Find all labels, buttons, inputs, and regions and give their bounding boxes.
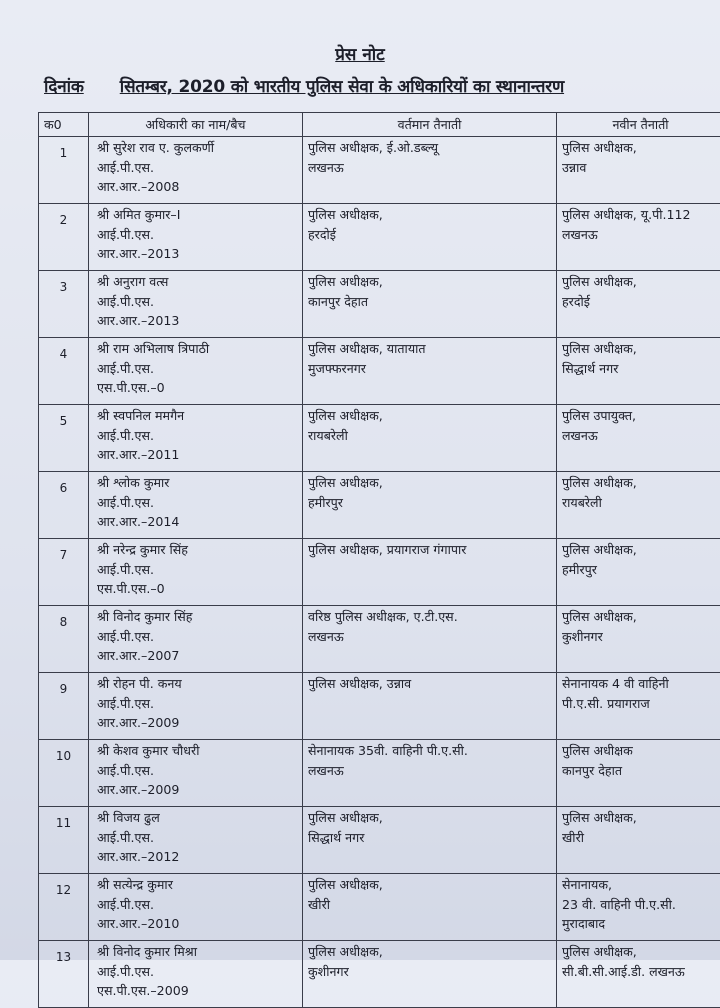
table-row	[39, 271, 720, 338]
officer-line: श्री अमित कुमार–I	[97, 205, 297, 225]
officer-line: श्री नरेन्द्र कुमार सिंह	[97, 540, 297, 560]
new-posting-line: लखनऊ	[562, 426, 719, 446]
officer-line: एस.पी.एस.–2009	[97, 981, 297, 1001]
new-posting-line: सेनानायक,	[562, 875, 719, 895]
new-posting-line: पुलिस अधीक्षक,	[562, 272, 719, 292]
new-posting-cell	[557, 137, 720, 204]
officer-line: आई.पी.एस.	[97, 828, 297, 848]
new-posting-cell	[557, 539, 720, 606]
new-posting-cell	[557, 472, 720, 539]
current-posting-line	[308, 694, 551, 714]
current-posting-line: पुलिस अधीक्षक,	[308, 808, 551, 828]
serial-number: 8	[39, 606, 89, 673]
new-posting-line: रायबरेली	[562, 493, 719, 513]
new-posting-cell	[557, 606, 720, 673]
officer-line: श्री अनुराग वत्स	[97, 272, 297, 292]
current-posting-cell	[303, 338, 557, 405]
new-posting-line: पुलिस उपायुक्त,	[562, 406, 719, 426]
new-posting-line: सी.बी.सी.आई.डी. लखनऊ	[562, 962, 719, 982]
officer-line: आर.आर.–2013	[97, 311, 297, 331]
new-posting-line: सेनानायक 4 वी वाहिनी	[562, 674, 719, 694]
new-posting-line: पुलिस अधीक्षक,	[562, 942, 719, 962]
current-posting-cell	[303, 740, 557, 807]
officer-line: आई.पी.एस.	[97, 359, 297, 379]
table-row	[39, 405, 720, 472]
officer-line: एस.पी.एस.–0	[97, 378, 297, 398]
current-posting-line: पुलिस अधीक्षक,	[308, 406, 551, 426]
current-posting-line: लखनऊ	[308, 627, 551, 647]
officer-line: आई.पी.एस.	[97, 225, 297, 245]
column-header-officer: अधिकारी का नाम/बैच	[89, 113, 303, 137]
officer-line: श्री केशव कुमार चौधरी	[97, 741, 297, 761]
officer-cell	[89, 807, 303, 874]
table-row	[39, 807, 720, 874]
officer-line: श्री विनोद कुमार सिंह	[97, 607, 297, 627]
current-posting-line: पुलिस अधीक्षक,	[308, 473, 551, 493]
current-posting-line: कुशीनगर	[308, 962, 551, 982]
officer-line: श्री स्वपनिल ममगैन	[97, 406, 297, 426]
officer-line: श्री सुरेश राव ए. कुलकर्णी	[97, 138, 297, 158]
new-posting-line: पुलिस अधीक्षक,	[562, 540, 719, 560]
officer-line: आर.आर.–2012	[97, 847, 297, 867]
officer-cell	[89, 606, 303, 673]
table-header-row	[39, 113, 720, 137]
current-posting-cell	[303, 606, 557, 673]
serial-number: 12	[39, 874, 89, 941]
new-posting-line: 23 वी. वाहिनी पी.ए.सी.	[562, 895, 719, 915]
new-posting-line: हरदोई	[562, 292, 719, 312]
serial-number: 10	[39, 740, 89, 807]
table-row	[39, 740, 720, 807]
serial-number: 3	[39, 271, 89, 338]
new-posting-line: पुलिस अधीक्षक, यू.पी.112	[562, 205, 719, 225]
column-header-serial: क0	[39, 113, 89, 137]
current-posting-line: पुलिस अधीक्षक, उन्नाव	[308, 674, 551, 694]
officer-line: आर.आर.–2009	[97, 780, 297, 800]
officer-line: आई.पी.एस.	[97, 895, 297, 915]
officer-line: आई.पी.एस.	[97, 158, 297, 178]
current-posting-line: खीरी	[308, 895, 551, 915]
officer-cell	[89, 204, 303, 271]
new-posting-cell	[557, 941, 720, 1008]
transfer-table	[38, 112, 720, 1008]
current-posting-cell	[303, 405, 557, 472]
officer-cell	[89, 405, 303, 472]
current-posting-line: पुलिस अधीक्षक, यातायात	[308, 339, 551, 359]
new-posting-line: कानपुर देहात	[562, 761, 719, 781]
officer-line: आई.पी.एस.	[97, 627, 297, 647]
new-posting-line: पुलिस अधीक्षक,	[562, 808, 719, 828]
table-row	[39, 338, 720, 405]
serial-number: 6	[39, 472, 89, 539]
new-posting-line: कुशीनगर	[562, 627, 719, 647]
current-posting-cell	[303, 137, 557, 204]
new-posting-line: पुलिस अधीक्षक,	[562, 607, 719, 627]
officer-line: श्री श्लोक कुमार	[97, 473, 297, 493]
officer-line: आई.पी.एस.	[97, 962, 297, 982]
table-row	[39, 941, 720, 1008]
new-posting-line: पुलिस अधीक्षक	[562, 741, 719, 761]
officer-cell	[89, 271, 303, 338]
date-label: दिनांक	[44, 77, 84, 97]
current-posting-cell	[303, 204, 557, 271]
new-posting-cell	[557, 807, 720, 874]
current-posting-cell	[303, 271, 557, 338]
officer-line: आर.आर.–2010	[97, 914, 297, 934]
serial-number: 13	[39, 941, 89, 1008]
new-posting-cell	[557, 740, 720, 807]
current-posting-cell	[303, 874, 557, 941]
current-posting-cell	[303, 941, 557, 1008]
officer-line: आर.आर.–2008	[97, 177, 297, 197]
officer-line: आर.आर.–2013	[97, 244, 297, 264]
current-posting-line: लखनऊ	[308, 158, 551, 178]
officer-line: आर.आर.–2007	[97, 646, 297, 666]
table-row	[39, 539, 720, 606]
current-posting-line: पुलिस अधीक्षक,	[308, 272, 551, 292]
serial-number: 5	[39, 405, 89, 472]
current-posting-line: सिद्धार्थ नगर	[308, 828, 551, 848]
new-posting-cell	[557, 271, 720, 338]
officer-line: आर.आर.–2014	[97, 512, 297, 532]
current-posting-line: हमीरपुर	[308, 493, 551, 513]
new-posting-line: सिद्धार्थ नगर	[562, 359, 719, 379]
table-row	[39, 874, 720, 941]
current-posting-cell	[303, 673, 557, 740]
current-posting-line: मुजफ्फरनगर	[308, 359, 551, 379]
officer-line: आई.पी.एस.	[97, 292, 297, 312]
officer-line: एस.पी.एस.–0	[97, 579, 297, 599]
serial-number: 7	[39, 539, 89, 606]
officer-cell	[89, 137, 303, 204]
current-posting-line: पुलिस अधीक्षक,	[308, 205, 551, 225]
current-posting-line: पुलिस अधीक्षक, ई.ओ.डब्ल्यू	[308, 138, 551, 158]
new-posting-line: पुलिस अधीक्षक,	[562, 473, 719, 493]
column-header-current-posting: वर्तमान तैनाती	[303, 113, 557, 137]
new-posting-cell	[557, 673, 720, 740]
current-posting-line: पुलिस अधीक्षक,	[308, 942, 551, 962]
officer-line: श्री विजय ढुल	[97, 808, 297, 828]
current-posting-cell	[303, 539, 557, 606]
current-posting-line: हरदोई	[308, 225, 551, 245]
new-posting-line: मुरादाबाद	[562, 914, 719, 934]
officer-line: श्री राम अभिलाष त्रिपाठी	[97, 339, 297, 359]
new-posting-line: पुलिस अधीक्षक,	[562, 138, 719, 158]
officer-cell	[89, 740, 303, 807]
officer-line: श्री विनोद कुमार मिश्रा	[97, 942, 297, 962]
column-header-new-posting: नवीन तैनाती	[557, 113, 720, 137]
current-posting-line: पुलिस अधीक्षक,	[308, 875, 551, 895]
officer-line: श्री रोहन पी. कनय	[97, 674, 297, 694]
serial-number: 11	[39, 807, 89, 874]
current-posting-line: पुलिस अधीक्षक, प्रयागराज गंगापार	[308, 540, 551, 560]
serial-number: 9	[39, 673, 89, 740]
serial-number: 4	[39, 338, 89, 405]
officer-line: आई.पी.एस.	[97, 694, 297, 714]
serial-number: 1	[39, 137, 89, 204]
officer-line: आई.पी.एस.	[97, 426, 297, 446]
officer-cell	[89, 673, 303, 740]
officer-cell	[89, 472, 303, 539]
officer-line: आर.आर.–2009	[97, 713, 297, 733]
table-row	[39, 472, 720, 539]
new-posting-line: उन्नाव	[562, 158, 719, 178]
new-posting-line: हमीरपुर	[562, 560, 719, 580]
current-posting-cell	[303, 472, 557, 539]
current-posting-line: वरिष्ठ पुलिस अधीक्षक, ए.टी.एस.	[308, 607, 551, 627]
table-row	[39, 204, 720, 271]
page-subtitle	[44, 74, 714, 97]
subtitle-text: सितम्बर, 2020 को भारतीय पुलिस सेवा के अधिकारियों का स्थानान्तरण	[120, 77, 564, 97]
new-posting-cell	[557, 338, 720, 405]
current-posting-line: रायबरेली	[308, 426, 551, 446]
new-posting-line: पी.ए.सी. प्रयागराज	[562, 694, 719, 714]
new-posting-line: खीरी	[562, 828, 719, 848]
officer-line: आर.आर.–2011	[97, 445, 297, 465]
table-row	[39, 673, 720, 740]
new-posting-line: पुलिस अधीक्षक,	[562, 339, 719, 359]
current-posting-cell	[303, 807, 557, 874]
officer-line: श्री सत्येन्द्र कुमार	[97, 875, 297, 895]
new-posting-cell	[557, 405, 720, 472]
current-posting-line: लखनऊ	[308, 761, 551, 781]
current-posting-line	[308, 560, 551, 580]
page-title: प्रेस नोट	[0, 42, 720, 65]
officer-line: आई.पी.एस.	[97, 761, 297, 781]
table-row	[39, 606, 720, 673]
officer-cell	[89, 539, 303, 606]
officer-cell	[89, 338, 303, 405]
officer-cell	[89, 874, 303, 941]
table-row	[39, 137, 720, 204]
new-posting-cell	[557, 204, 720, 271]
serial-number: 2	[39, 204, 89, 271]
current-posting-line: सेनानायक 35वी. वाहिनी पी.ए.सी.	[308, 741, 551, 761]
officer-line: आई.पी.एस.	[97, 493, 297, 513]
new-posting-line: लखनऊ	[562, 225, 719, 245]
new-posting-cell	[557, 874, 720, 941]
officer-cell	[89, 941, 303, 1008]
current-posting-line: कानपुर देहात	[308, 292, 551, 312]
officer-line: आई.पी.एस.	[97, 560, 297, 580]
